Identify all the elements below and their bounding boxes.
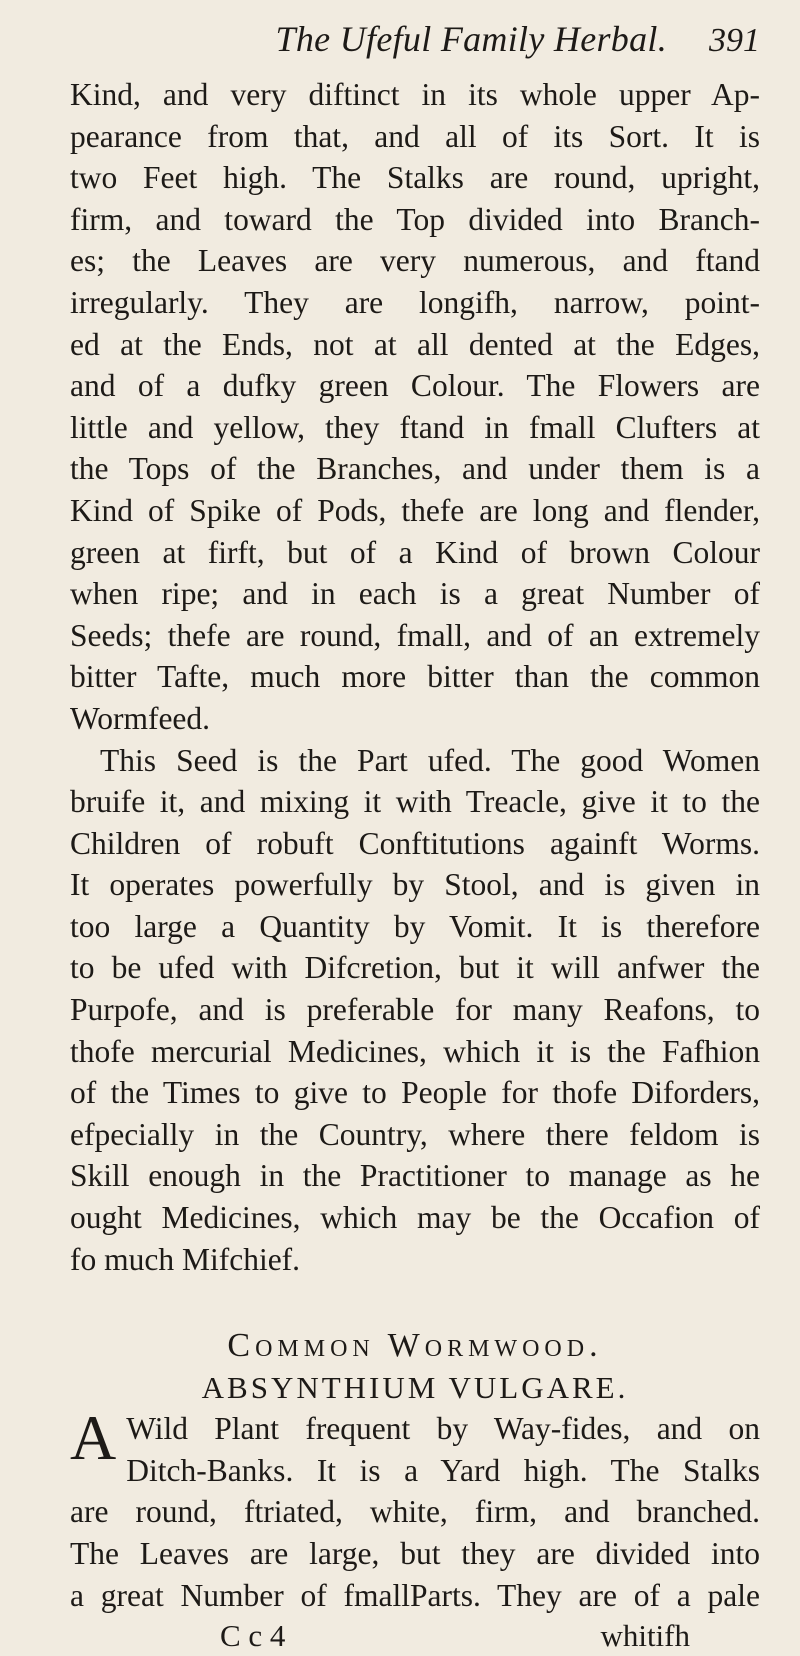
text-line: of the Times to give to People for thofe Diforders,	[70, 1075, 760, 1111]
text-line: The Leaves are large, but they are divided into	[70, 1536, 760, 1571]
text-line: Wild Plant frequent by Way-fides, and on	[126, 1411, 760, 1447]
text-line: Wormfeed.	[70, 700, 211, 736]
text-line: thofe mercurial Medicines, which it is the Fafhion	[70, 1033, 760, 1069]
text-line: ought Medicines, which may be the Occafion of	[70, 1200, 760, 1236]
text-line: efpecially in the Country, where there feldom is	[70, 1116, 760, 1152]
section-title: Common Wormwood.	[227, 1327, 603, 1365]
text-line: the Tops of the Branches, and under them is a	[70, 451, 760, 487]
text-line: two Feet high. The Stalks are round, upright,	[70, 160, 760, 196]
text-line: green at firft, but of a Kind of brown Colour	[70, 534, 760, 570]
text-line: Kind, and very diftinct in its whole upper Ap-	[70, 77, 760, 112]
text-line: to be ufed with Difcretion, but it will anfwer the	[70, 950, 760, 986]
text-line: Skill enough in the Practitioner to manage as he	[70, 1158, 760, 1194]
catchword: whitifh	[600, 1618, 690, 1654]
text-line: Ditch-Banks. It is a Yard high. The Stalks	[126, 1452, 760, 1488]
drop-cap: A	[70, 1402, 117, 1474]
running-head-title: The Ufeful Family Herbal.	[275, 19, 667, 59]
text-line: It operates powerfully by Stool, and is given in	[70, 867, 760, 903]
text-line: es; the Leaves are very numerous, and ftand	[70, 243, 760, 279]
text-line: too large a Quantity by Vomit. It is therefore	[70, 908, 760, 944]
paragraph-1	[70, 74, 760, 740]
text-line: fo much Mifchief.	[70, 1241, 301, 1277]
text-line: and of a dufky green Colour. The Flowers are	[70, 368, 760, 404]
text-line: irregularly. They are longifh, narrow, point-	[70, 284, 760, 320]
running-head	[70, 18, 760, 74]
text-line: Seeds; thefe are round, fmall, and of an extremely	[70, 617, 760, 653]
text-line: ed at the Ends, not at all dented at the Edges,	[70, 326, 760, 362]
text-line: bruife it, and mixing it with Treacle, give it to the	[70, 784, 760, 820]
text-line: Kind of Spike of Pods, thefe are long and flender,	[70, 492, 760, 528]
text-line: little and yellow, they ftand in fmall Clufters at	[70, 409, 760, 445]
signature-mark: C c 4	[220, 1618, 286, 1654]
text-line: when ripe; and in each is a great Number of	[70, 576, 760, 612]
text-line: a great Number of fmallParts. They are of a pale	[70, 1577, 760, 1613]
text-line: This Seed is the Part ufed. The good Women	[100, 742, 760, 778]
text-line: firm, and toward the Top divided into Branch-	[70, 201, 760, 237]
paragraph-3	[70, 1402, 760, 1616]
text-line: Purpofe, and is preferable for many Reafons, to	[70, 992, 760, 1028]
section-latin-name: ABSYNTHIUM VULGARE.	[201, 1370, 629, 1406]
text-line: bitter Tafte, much more bitter than the common	[70, 659, 760, 695]
text-line: are round, ftriated, white, firm, and branched.	[70, 1494, 760, 1530]
page-footer	[70, 1616, 760, 1656]
text-line: Children of robuft Conftitutions againft Worms.	[70, 825, 760, 861]
paragraph-2	[70, 740, 760, 1281]
page-number: 391	[709, 22, 760, 59]
text-line: pearance from that, and all of its Sort. It is	[70, 118, 760, 154]
